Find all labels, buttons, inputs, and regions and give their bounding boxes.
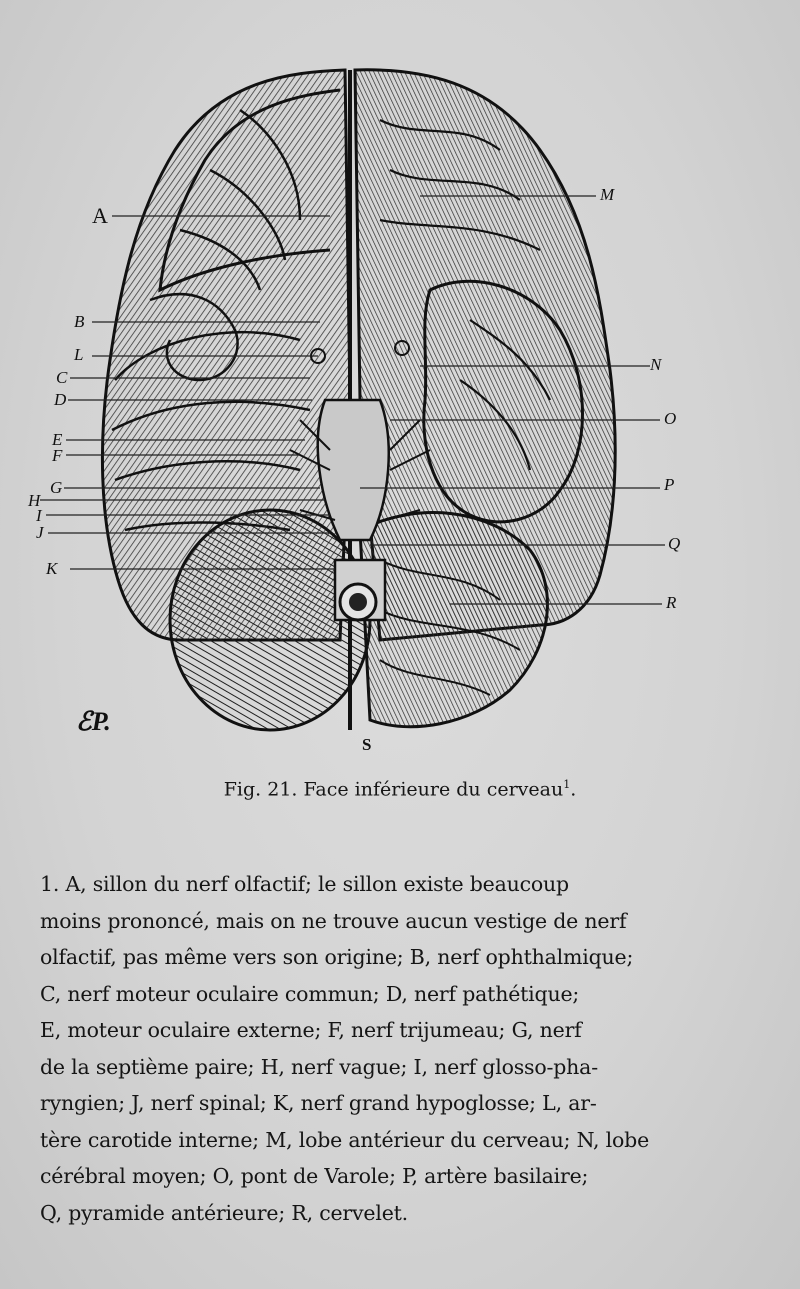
label-P: P <box>664 475 675 494</box>
footnote-line: olfactif, pas même vers son origine; B, nerf ophthalmique; <box>40 945 634 969</box>
label-H: H <box>28 491 41 510</box>
footnote-line: tère carotide interne; M, lobe antérieur du cerveau; N, lobe <box>40 1127 650 1152</box>
footnote-line: de la septième paire; H, nerf vague; I, nerf glosso-pha- <box>40 1054 598 1079</box>
label-B: B <box>74 312 85 331</box>
footnote-line: C, nerf moteur oculaire commun; D, nerf pathétique; <box>40 981 580 1006</box>
label-D: D <box>54 390 67 409</box>
label-G: G <box>50 478 63 497</box>
footnote-line: E, moteur oculaire externe; F, nerf trijumeau; G, nerf <box>40 1018 582 1042</box>
label-M: M <box>600 185 615 204</box>
footnote-line: ryngien; J, nerf spinal; K, nerf grand hypoglosse; L, ar- <box>40 1091 597 1115</box>
footnote-line: cérébral moyen; O, pont de Varole; P, artère basilaire; <box>40 1164 589 1188</box>
footnote-line: Q, pyramide antérieure; R, cervelet. <box>40 1200 408 1225</box>
label-O: O <box>664 409 677 428</box>
label-I: I <box>36 506 42 525</box>
label-K: K <box>46 559 58 578</box>
label-J: J <box>36 523 44 542</box>
footnote-mark: 1 <box>563 778 571 791</box>
label-E: E <box>52 430 63 449</box>
label-R: R <box>666 593 677 612</box>
figure-caption-text: Fig. 21. Face inférieure du cerveau <box>223 778 564 801</box>
label-A: A <box>92 203 108 228</box>
label-C: C <box>56 368 68 387</box>
label-F: F <box>52 446 63 465</box>
label-S: S <box>362 735 372 754</box>
figure-caption: Fig. 21. Face inférieure du cerveau$^1$. <box>223 778 577 801</box>
footnote-line: moins prononcé, mais on ne trouve aucun vestige de nerf <box>40 908 627 933</box>
label-N: N <box>650 355 662 374</box>
footnote-line: 1. A, sillon du nerf olfactif; le sillon existe beaucoup <box>40 872 569 896</box>
label-L: L <box>74 345 84 364</box>
label-Q: Q <box>668 534 681 553</box>
footnote-text <box>40 866 685 1231</box>
engraver-monogram: ℰP. <box>76 707 111 736</box>
